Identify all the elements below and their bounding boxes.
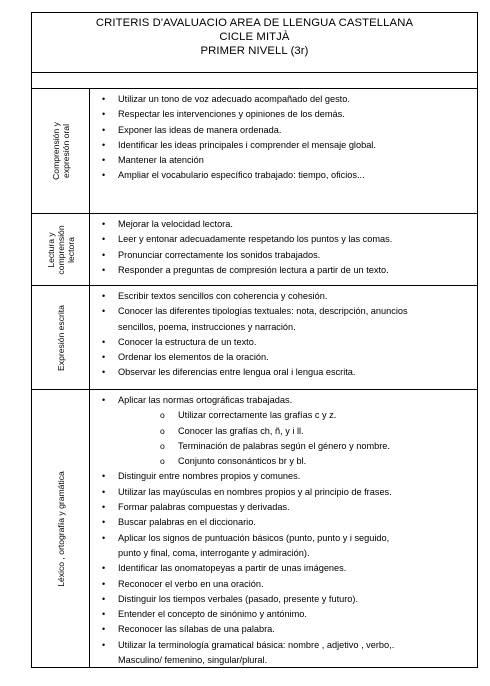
section-label: Léxico , ortografía y gramática	[55, 470, 66, 587]
section-writing	[32, 286, 477, 390]
title-line-2: CICLE MITJÀ	[219, 31, 290, 43]
title-line-1: CRITERIS D'AVALUACIO AREA DE LLENGUA CASTELLANA	[95, 17, 414, 29]
list-item: • Mejorar la velocidad lectora.	[102, 219, 233, 229]
list-item: • Ampliar el vocabulario específico trabajado: tiempo, oficios...	[102, 170, 365, 181]
list-item: • Respectar les intervenciones y opiniones de los demás.	[102, 109, 345, 120]
list-item: • Ordenar los elementos de la oración.	[102, 352, 269, 363]
list-item: • Formar palabras compuestas y derivadas.	[102, 502, 290, 513]
section-reading	[32, 214, 477, 286]
section-label: Comprensión y expresión oral	[50, 122, 71, 180]
sub-list-item: o Terminación de palabras según el género y nombre.	[160, 440, 390, 451]
list-item: • Aplicar los signos de puntuación básicos (punto, punto y i seguido,	[102, 532, 390, 543]
list-item: • Entender el concepto de sinónimo y antónimo.	[102, 609, 307, 620]
section-label-cell	[32, 286, 90, 389]
empty-row	[32, 73, 477, 89]
list-item: • Exponer las ideas de manera ordenada.	[102, 124, 282, 135]
section-content	[90, 214, 477, 285]
section-oral	[32, 89, 477, 214]
list-item: • Leer y entonar adecuadamente respetando los puntos y las comas.	[102, 234, 393, 245]
section-label-cell	[32, 390, 90, 667]
sub-list-item: o Conjunto consonánticos br y bl.	[160, 456, 307, 467]
criteria-table	[31, 12, 478, 668]
title-line-3: PRIMER NIVELL (3r)	[200, 45, 309, 57]
section-content	[90, 286, 477, 389]
list-item: • Reconocer el verbo en una oración.	[102, 578, 264, 589]
list-item: • Reconocer las sílabas de una palabra.	[102, 624, 275, 635]
list-item: • Responder a preguntas de compresión lectura a partir de un texto.	[102, 264, 389, 275]
section-label-cell	[32, 214, 90, 285]
section-content	[90, 89, 477, 213]
list-item: • Distinguir los tiempos verbales (pasado, presente y futuro).	[102, 593, 359, 604]
sub-list-item: o Conocer las grafías ch, ñ, y i ll.	[160, 425, 304, 436]
list-item: • Conocer las diferentes tipologías textuales: nota, descripción, anuncios	[102, 306, 408, 317]
list-item: • Conocer la estructura de un texto.	[102, 336, 257, 347]
list-item: • Identificar les ideas principales i comprender el mensaje global.	[102, 139, 376, 150]
list-item: • Distinguir entre nombres propios y comunes.	[102, 471, 301, 482]
list-item: • Utilizar un tono de voz adecuado acompañado del gesto.	[102, 94, 350, 104]
list-item: • Utilizar las mayúsculas en nombres propios y al principio de frases.	[102, 486, 392, 497]
sub-list-item: o Utilizar correctamente las grafías c y z.	[160, 410, 337, 421]
list-item: • Buscar palabras en el diccionario.	[102, 517, 256, 528]
section-label: Expresión escrita	[55, 304, 66, 371]
section-label-cell	[32, 89, 90, 213]
list-item-continuation: punto y final, coma, interrogante y admiración).	[118, 547, 310, 558]
section-label: Lectura y comprensión lectora	[45, 224, 76, 275]
list-item: • Observar les diferencias entre lengua oral i lengua escrita.	[102, 367, 356, 378]
section-content	[90, 390, 477, 667]
list-item: • Identificar las onomatopeyas a partir de unas imágenes.	[102, 563, 347, 574]
list-item: • Utilizar la terminología gramatical básica: nombre , adjetivo , verbo,.	[102, 639, 395, 650]
list-item: • Escribir textos sencillos con coherencia y cohesión.	[102, 291, 328, 301]
list-item: • Aplicar las normas ortográficas trabajadas.	[102, 395, 293, 405]
section-grammar	[32, 390, 477, 667]
list-item: • Pronunciar correctamente los sonidos trabajados.	[102, 249, 321, 260]
list-item-continuation: sencillos, poema, instrucciones y narración.	[118, 321, 296, 332]
list-item-continuation: Masculino/ femenino, singular/plural.	[118, 655, 268, 666]
table-title	[32, 13, 477, 73]
list-item: • Mantener la atención	[102, 155, 204, 166]
